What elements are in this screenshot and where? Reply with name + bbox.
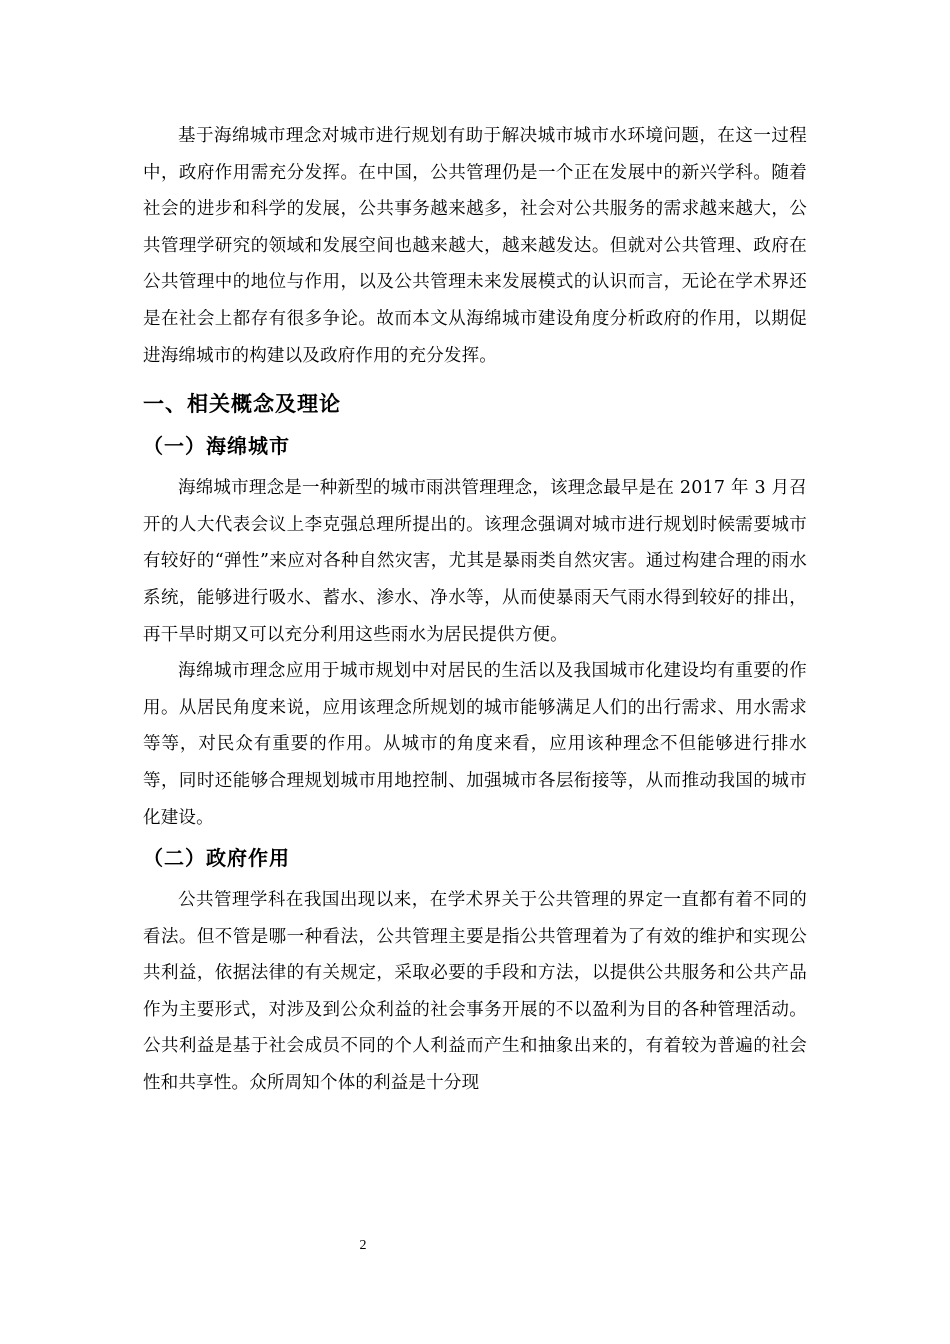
section-heading-concepts: 一、相关概念及理论 — [143, 392, 341, 417]
sponge-city-paragraph-2: 海绵城市理念应用于城市规划中对居民的生活以及我国城市化建设均有重要的作用。从居民角度来说，应用该理念所规划的城市能够满足人们的出行需求、用水需求等等，对民众有重要的作用。从城市的角度来看，应用该种理念不但能够进行排水等，同时还能够合理规划城市用地控制、加强城市各层衔接等，从而推动我国的城市化建设。 — [143, 661, 807, 828]
subsection-heading-sponge-city: （一）海绵城市 — [143, 434, 290, 459]
document-page — [143, 118, 807, 1102]
sponge-city-paragraph-1: 海绵城市理念是一种新型的城市雨洪管理理念，该理念最早是在 2017 年 3 月召开的人大代表会议上李克强总理所提出的。该理念强调对城市进行规划时候需要城市有较好的“弹性”来应对各种自然灾害，尤其是暴雨类自然灾害。通过构建合理的雨水系统，能够进行吸水、蓄水、渗水、净水等，从而使暴雨天气雨水得到较好的排出，再干旱时期又可以充分利用这些雨水为居民提供方便。 — [143, 478, 807, 645]
intro-paragraph: 基于海绵城市理念对城市进行规划有助于解决城市城市水环境问题，在这一过程中，政府作用需充分发挥。在中国，公共管理仍是一个正在发展中的新兴学科。随着社会的进步和科学的发展，公共事务越来越多，社会对公共服务的需求越来越大，公共管理学研究的领域和发展空间也越来越大，越来越发达。但就对公共管理、政府在公共管理中的地位与作用，以及公共管理未来发展模式的认识而言，无论在学术界还是在社会上都存有很多争论。故而本文从海绵城市建设角度分析政府的作用，以期促进海绵城市的构建以及政府作用的充分发挥。 — [143, 126, 807, 366]
subsection-heading-government-role: （二）政府作用 — [143, 846, 290, 871]
government-role-paragraph-1: 公共管理学科在我国出现以来，在学术界关于公共管理的界定一直都有着不同的看法。但不管是哪一种看法，公共管理主要是指公共管理着为了有效的维护和实现公共利益，依据法律的有关规定，采取必要的手段和方法，以提供公共服务和公共产品作为主要形式，对涉及到公众利益的社会事务开展的不以盈利为目的各种管理活动。公共利益是基于社会成员不同的个人利益而产生和抽象出来的，有着较为普遍的社会性和共享性。众所周知个体的利益是十分现 — [143, 890, 807, 1094]
page-number: 2 — [359, 1238, 367, 1253]
